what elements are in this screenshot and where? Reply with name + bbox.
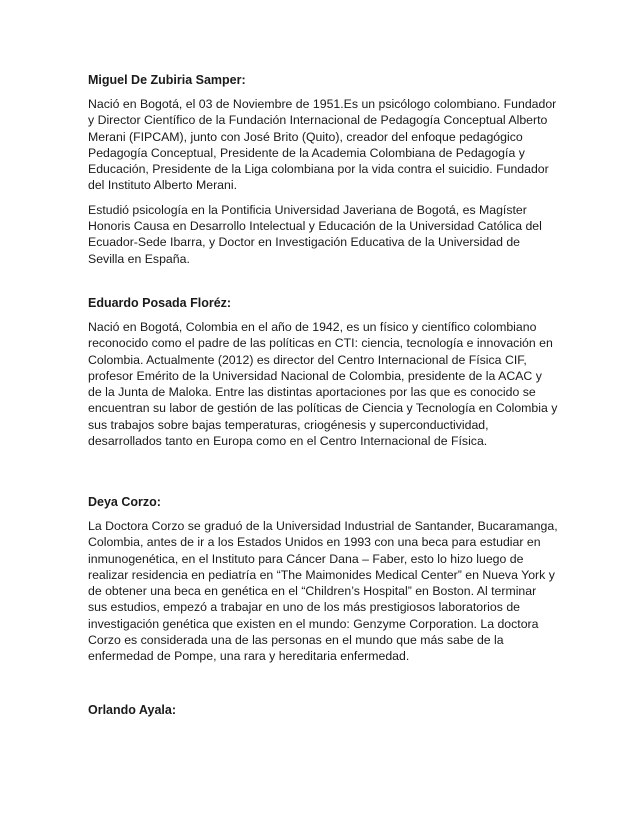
bio-section-eduardo-posada xyxy=(88,295,558,457)
bio-section-miguel-de-zubiria xyxy=(88,72,558,275)
section-heading: Orlando Ayala: xyxy=(88,703,176,717)
section-heading: Eduardo Posada Floréz: xyxy=(88,296,232,310)
section-paragraph: Estudió psicología en la Pontificia Universidad Javeriana de Bogotá, es Magíster Honoris Causa en Desarrollo Intelectual y Educación de la Universidad Católica del Ecuador-Sede Ibarra, y Doctor en Investigación Educativa de la Universidad de Sevilla en España. xyxy=(88,202,542,266)
section-heading: Miguel De Zubiria Samper: xyxy=(88,73,246,87)
section-paragraph: Nació en Bogotá, Colombia en el año de 1942, es un físico y científico colombiano reconocido como el padre de las políticas en CTI: ciencia, tecnología e innovación en Colombia. Actualmente (2012) es director del Centro Internacional de Física CIF, profesor Emérito de la Universidad Nacional de Colombia, presidente de la ACAC y de la Junta de Maloka. Entre las distintas aportaciones por las que es conocido se encuentran su labor de gestión de las políticas de Ciencia y Tecnología en Colombia y sus trabajos sobre bajas temperaturas, criogénesis y superconductividad, desarrollados tanto en Europa como en el Centro Internacional de Física. xyxy=(88,320,558,449)
section-heading: Deya Corzo: xyxy=(88,495,161,509)
bio-section-deya-corzo xyxy=(88,494,558,673)
section-paragraph: Nació en Bogotá, el 03 de Noviembre de 1951.Es un psicólogo colombiano. Fundador y Director Científico de la Fundación Internacional de Pedagogía Conceptual Alberto Merani (FIPCAM), junto con José Brito (Quito), creador del enfoque pedagógico Pedagogía Conceptual, Presidente de la Academia Colombiana de Pedagogía y Educación, Presidente de la Liga colombiana por la vida contra el suicidio. Fundador del Instituto Alberto Merani. xyxy=(88,97,557,193)
bio-section-orlando-ayala xyxy=(88,702,558,726)
section-paragraph: La Doctora Corzo se graduó de la Universidad Industrial de Santander, Bucaramanga, Colombia, antes de ir a los Estados Unidos en 1993 con una beca para estudiar en inmunogenética, en el Instituto para Cáncer Dana – Faber, esto lo hizo luego de realizar residencia en pediatría en “The Maimonides Medical Center” en Nueva York y de obtener una beca en genética en el “Children’s Hospital” en Boston. Al terminar sus estudios, empezó a trabajar en uno de los más prestigiosos laboratorios de investigación genética que existen en el mundo: Genzyme Corporation. La doctora Corzo es considerada una de las personas en el mundo que más sabe de la enfermedad de Pompe, una rara y hereditaria enfermedad. xyxy=(88,519,558,664)
